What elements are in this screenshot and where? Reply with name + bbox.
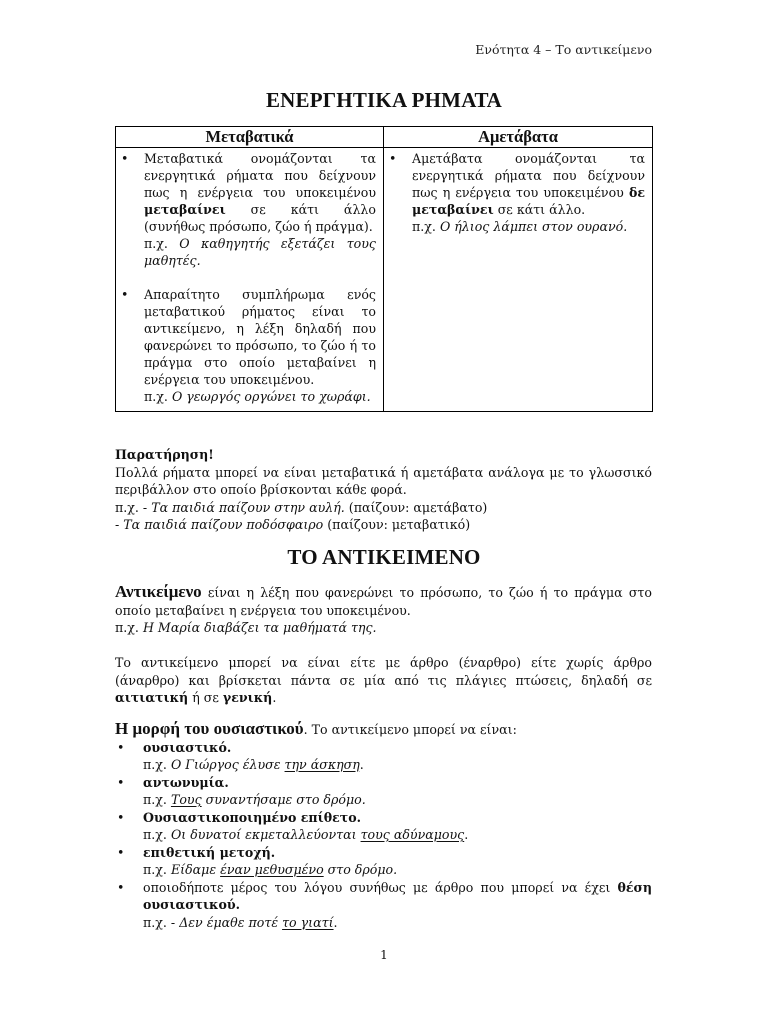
bullet-icon: •	[117, 739, 125, 755]
intransitive-bullet-definition	[389, 150, 645, 235]
list-item: • οποιοδήποτε μέρος του λόγου συνήθως με άρθρο που μπορεί να έχει θέση ουσιαστικού. π.χ. - Δεν έμαθε ποτέ το γιατί.	[117, 879, 652, 930]
bullet-icon: •	[117, 844, 125, 860]
intransitive-cell	[384, 148, 653, 412]
noun-forms-section: Η μορφή του ουσιαστικού. Το αντικείμενο μπορεί να είναι: • ουσιαστικό. π.χ. Ο Γιώργος έλυσε την άσκηση. • αντωνυμία. π.χ. Τους συναντήσαμε στο δρόμο. • Ουσιαστικοποιημένο επίθετο. π.χ. Οι δυνατοί εκμεταλλεύονται τους αδύναμους. • επιθετική μετοχή. π.χ. Είδαμε έναν μεθυσμένο στο δρόμο. • οποιοδήποτε μέρος του λόγου συνήθως με άρθρο που μπορεί να έχει θέση ουσιαστικού. π.χ. - Δεν έμαθε ποτέ το γιατί.	[115, 719, 652, 930]
note-example-1: π.χ. - Τα παιδιά παίζουν στην αυλή. (παίζουν: αμετάβατο)	[115, 499, 488, 515]
list-item: • Ουσιαστικοποιημένο επίθετο. π.χ. Οι δυνατοί εκμεταλλεύονται τους αδύναμους.	[117, 809, 469, 842]
note-block	[115, 446, 652, 534]
transitive-cell	[116, 148, 384, 412]
section-title-active-verbs: ΕΝΕΡΓΗΤΙΚΑ ΡΗΜΑΤΑ	[265, 88, 503, 112]
example-prefix: π.χ.	[144, 389, 168, 404]
list-item: • επιθετική μετοχή. π.χ. Είδαμε έναν μεθυσμένο στο δρόμο.	[117, 844, 398, 877]
example-prefix: π.χ.	[412, 219, 436, 234]
bullet-icon: •	[121, 151, 129, 166]
object-example: Ο γεωργός οργώνει το χωράφι.	[171, 389, 371, 404]
object-definition-example: π.χ. Η Μαρία διαβάζει τα μαθήματά της.	[115, 620, 377, 635]
intransitive-key-term: δε μεταβαίνει	[412, 185, 645, 217]
example-prefix: π.χ.	[144, 236, 168, 251]
running-header: Ενότητα 4 – Το αντικείμενο	[475, 42, 652, 57]
transitive-definition-text: Μεταβατικά ονομάζονται τα ενεργητικά ρήματα που δείχνουν πως η ενέργεια του υποκειμένου	[144, 151, 376, 200]
intransitive-example: Ο ήλιος λάμπει στον ουρανό.	[439, 219, 628, 234]
noun-forms-heading: Η μορφή του ουσιαστικού	[115, 719, 304, 738]
bullet-icon: •	[117, 774, 125, 790]
object-complement-text: Απαραίτητο συμπλήρωμα ενός μεταβατικού ρήματος είναι το αντικείμενο, η λέξη δηλαδή που φανερώνει το πρόσωπο, το ζώο ή το πράγμα στο οποίο μεταβαίνει η ενέργεια του υποκειμένου.	[144, 287, 376, 387]
genitive-term: γενική	[222, 690, 273, 705]
transitive-bullet-object	[121, 286, 376, 405]
note-example-2: - Τα παιδιά παίζουν ποδόσφαιρο (παίζουν: μεταβατικό)	[115, 517, 471, 532]
intransitive-definition-end: σε κάτι άλλο.	[497, 202, 586, 217]
object-definition-text: είναι η λέξη που φανερώνει το πρόσωπο, το ζώο ή το πράγμα στο οποίο μεταβαίνει η ενέργεια του υποκειμένου.	[115, 585, 652, 618]
object-term: Αντικείμενο	[115, 582, 202, 601]
list-item: • αντωνυμία. π.χ. Τους συναντήσαμε στο δρόμο.	[117, 774, 366, 807]
noun-forms-list	[115, 739, 652, 932]
intransitive-definition-text: Αμετάβατα ονομάζονται τα ενεργητικά ρήματα που δείχνουν πως η ενέργεια του υποκειμένου	[412, 151, 645, 200]
bullet-icon: •	[117, 879, 125, 895]
bullet-icon: •	[121, 287, 129, 302]
verbs-comparison-table	[115, 126, 653, 412]
bullet-icon: •	[389, 151, 397, 166]
transitive-key-term: μεταβαίνει	[144, 202, 226, 217]
intransitive-column-header: Αμετάβατα	[384, 127, 653, 148]
note-heading: Παρατήρηση!	[115, 447, 214, 462]
accusative-term: αιτιατική	[115, 690, 189, 705]
transitive-example: Ο καθηγητής εξετάζει τους μαθητές.	[144, 236, 376, 268]
bullet-icon: •	[117, 809, 125, 825]
object-definition	[115, 583, 652, 637]
note-text: Πολλά ρήματα μπορεί να είναι μεταβατικά ή αμετάβατα ανάλογα με το γλωσσικό περιβάλλον στο οποίο βρίσκονται κάθε φορά.	[115, 464, 652, 497]
transitive-definition-end: σε κάτι άλλο (συνήθως πρόσωπο, ζώο ή πράγμα).	[144, 202, 376, 234]
transitive-column-header: Μεταβατικά	[116, 127, 384, 148]
transitive-bullet-definition	[121, 150, 376, 269]
page-number: 1	[380, 948, 388, 962]
list-item: • ουσιαστικό. π.χ. Ο Γιώργος έλυσε την άσκηση.	[117, 739, 364, 772]
article-paragraph: Το αντικείμενο μπορεί να είναι είτε με άρθρο (έναρθρο) είτε χωρίς άρθρο (άναρθρο) και βρίσκεται πάντα σε μία από τις πλάγιες πτώσεις, δηλαδή σε αιτιατική ή σε γενική.	[115, 655, 652, 705]
section-title-object: ΤΟ ΑΝΤΙΚΕΙΜΕΝΟ	[287, 545, 481, 569]
